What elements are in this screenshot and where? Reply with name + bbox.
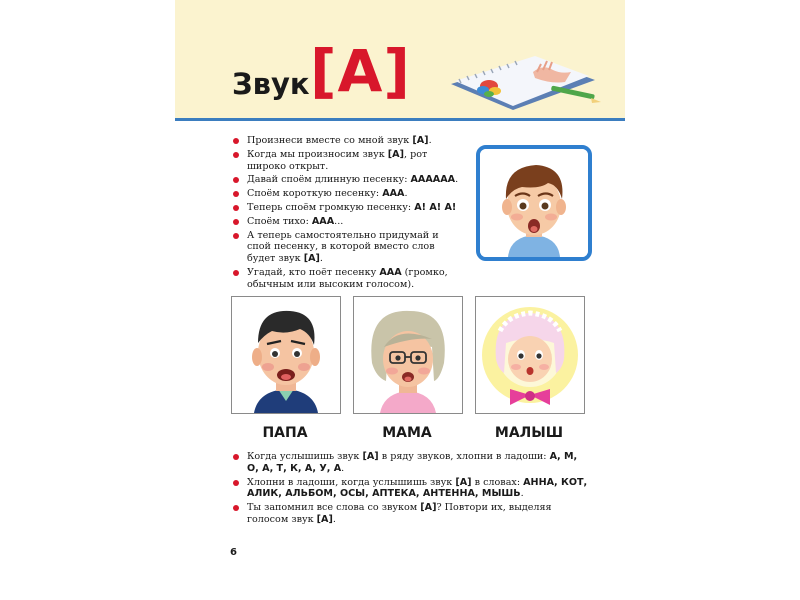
card-label-malysh: МАЛЫШ xyxy=(494,425,564,441)
list-item: Произнеси вместе со мной звук [А]. xyxy=(233,135,465,147)
list-item: Когда услышишь звук [А] в ряду звуков, хлопни в ладоши: А, М, О, А, Т, К, А, У, А. xyxy=(233,451,591,475)
header-rule xyxy=(175,118,625,121)
title-letter: [А] xyxy=(310,37,411,105)
header-band xyxy=(175,0,625,118)
card-label-mama: МАМА xyxy=(382,425,432,441)
boy-portrait-frame xyxy=(476,145,592,261)
boy-face-illustration xyxy=(480,149,588,257)
list-item: Споём тихо: ААА... xyxy=(233,216,465,228)
list-item: Ты запомнил все слова со звуком [А]? Повтори их, выделяя голосом звук [А]. xyxy=(233,502,591,526)
card-mama xyxy=(353,296,463,414)
list-item: Теперь споём громкую песенку: А! А! А! xyxy=(233,202,465,214)
list-item: Хлопни в ладоши, когда услышишь звук [А] в словах: АННА, КОТ, АЛИК, АЛЬБОМ, ОСЫ, АПТЕКА, АНТЕННА, МЫШЬ. xyxy=(233,477,591,501)
page-number: 6 xyxy=(230,547,237,558)
list-item: Споём короткую песенку: ААА. xyxy=(233,188,465,200)
list-item: Угадай, кто поёт песенку ААА (громко, обычным или высоким голосом). xyxy=(233,267,465,291)
textbook-page xyxy=(175,0,625,600)
bottom-instructions xyxy=(233,451,591,528)
list-item: Когда мы произносим звук [А], рот широко открыт. xyxy=(233,149,465,173)
top-instructions xyxy=(233,135,465,293)
baby-illustration xyxy=(476,297,584,413)
card-papa xyxy=(231,296,341,414)
card-malysh xyxy=(475,296,585,414)
title-word: Звук xyxy=(232,67,310,101)
papa-illustration xyxy=(232,297,340,413)
list-item: А теперь самостоятельно придумай и спой песенку, в которой вместо слов будет звук [А]. xyxy=(233,230,465,265)
notebook-illustration xyxy=(443,50,603,114)
mama-illustration xyxy=(354,297,462,413)
list-item: Давай споём длинную песенку: АААААА. xyxy=(233,174,465,186)
card-label-papa: ПАПА xyxy=(262,425,308,441)
